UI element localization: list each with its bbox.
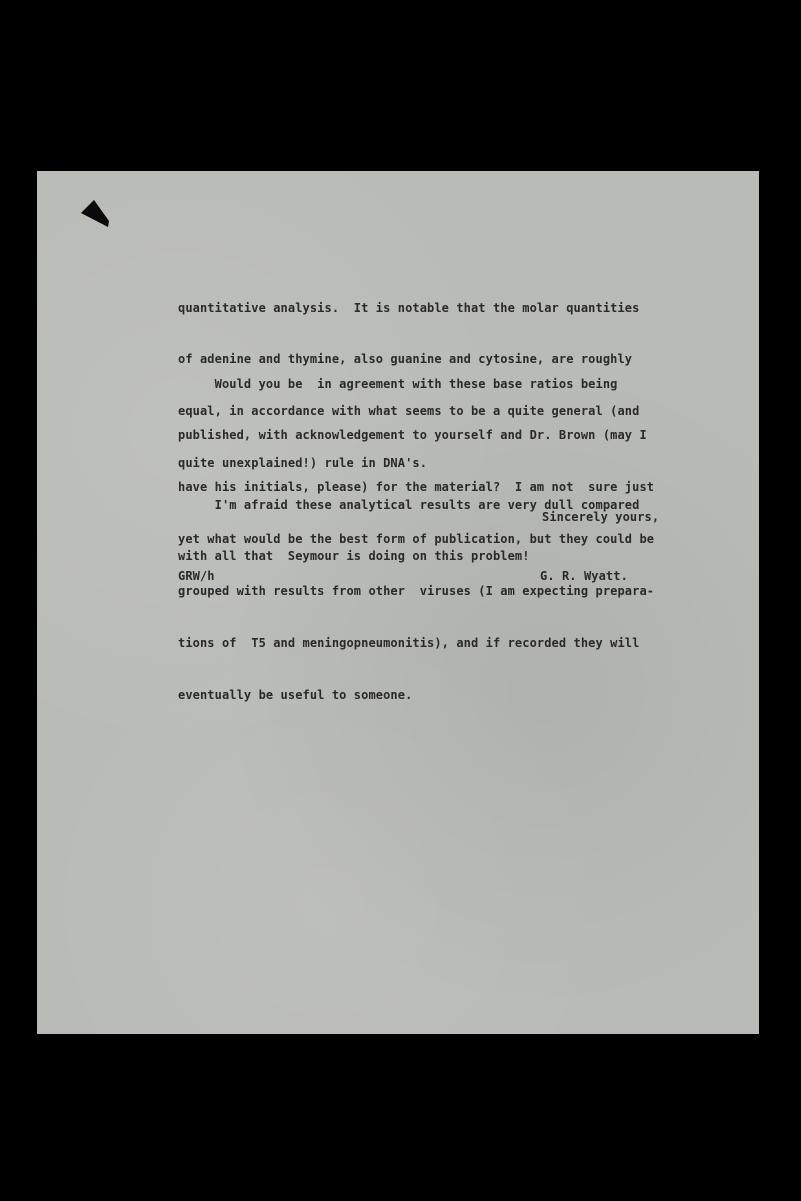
corner-mount-mark <box>79 197 109 227</box>
signature-name: G. R. Wyatt. <box>540 569 628 583</box>
closing-salutation: Sincerely yours, <box>542 510 660 524</box>
text-line: with all that Seymour is doing on this problem! <box>178 549 530 564</box>
typist-initials: GRW/h <box>178 569 215 583</box>
letter-page <box>37 171 759 1034</box>
text-line: grouped with results from other viruses (I am expecting prepara- <box>178 584 655 599</box>
text-line: equal, in accordance with what seems to be a quite general (and <box>178 404 640 419</box>
text-line: have his initials, please) for the material? I am not sure just <box>178 480 655 495</box>
text-line: quite unexplained!) rule in DNA's. <box>178 456 428 471</box>
text-line: of adenine and thymine, also guanine and cytosine, are roughly <box>178 352 633 367</box>
text-line: eventually be useful to someone. <box>178 687 413 702</box>
text-line: I'm afraid these analytical results are very dull compared <box>178 497 640 512</box>
text-line: yet what would be the best form of publication, but they could be <box>178 532 655 547</box>
text-line: quantitative analysis. It is notable that the molar quantities <box>178 300 640 315</box>
text-line: published, with acknowledgement to yourself and Dr. Brown (may I <box>178 428 647 443</box>
text-line: tions of T5 and meningopneumonitis), and if recorded they will <box>178 636 640 651</box>
text-line: Would you be in agreement with these base ratios being <box>178 376 618 391</box>
